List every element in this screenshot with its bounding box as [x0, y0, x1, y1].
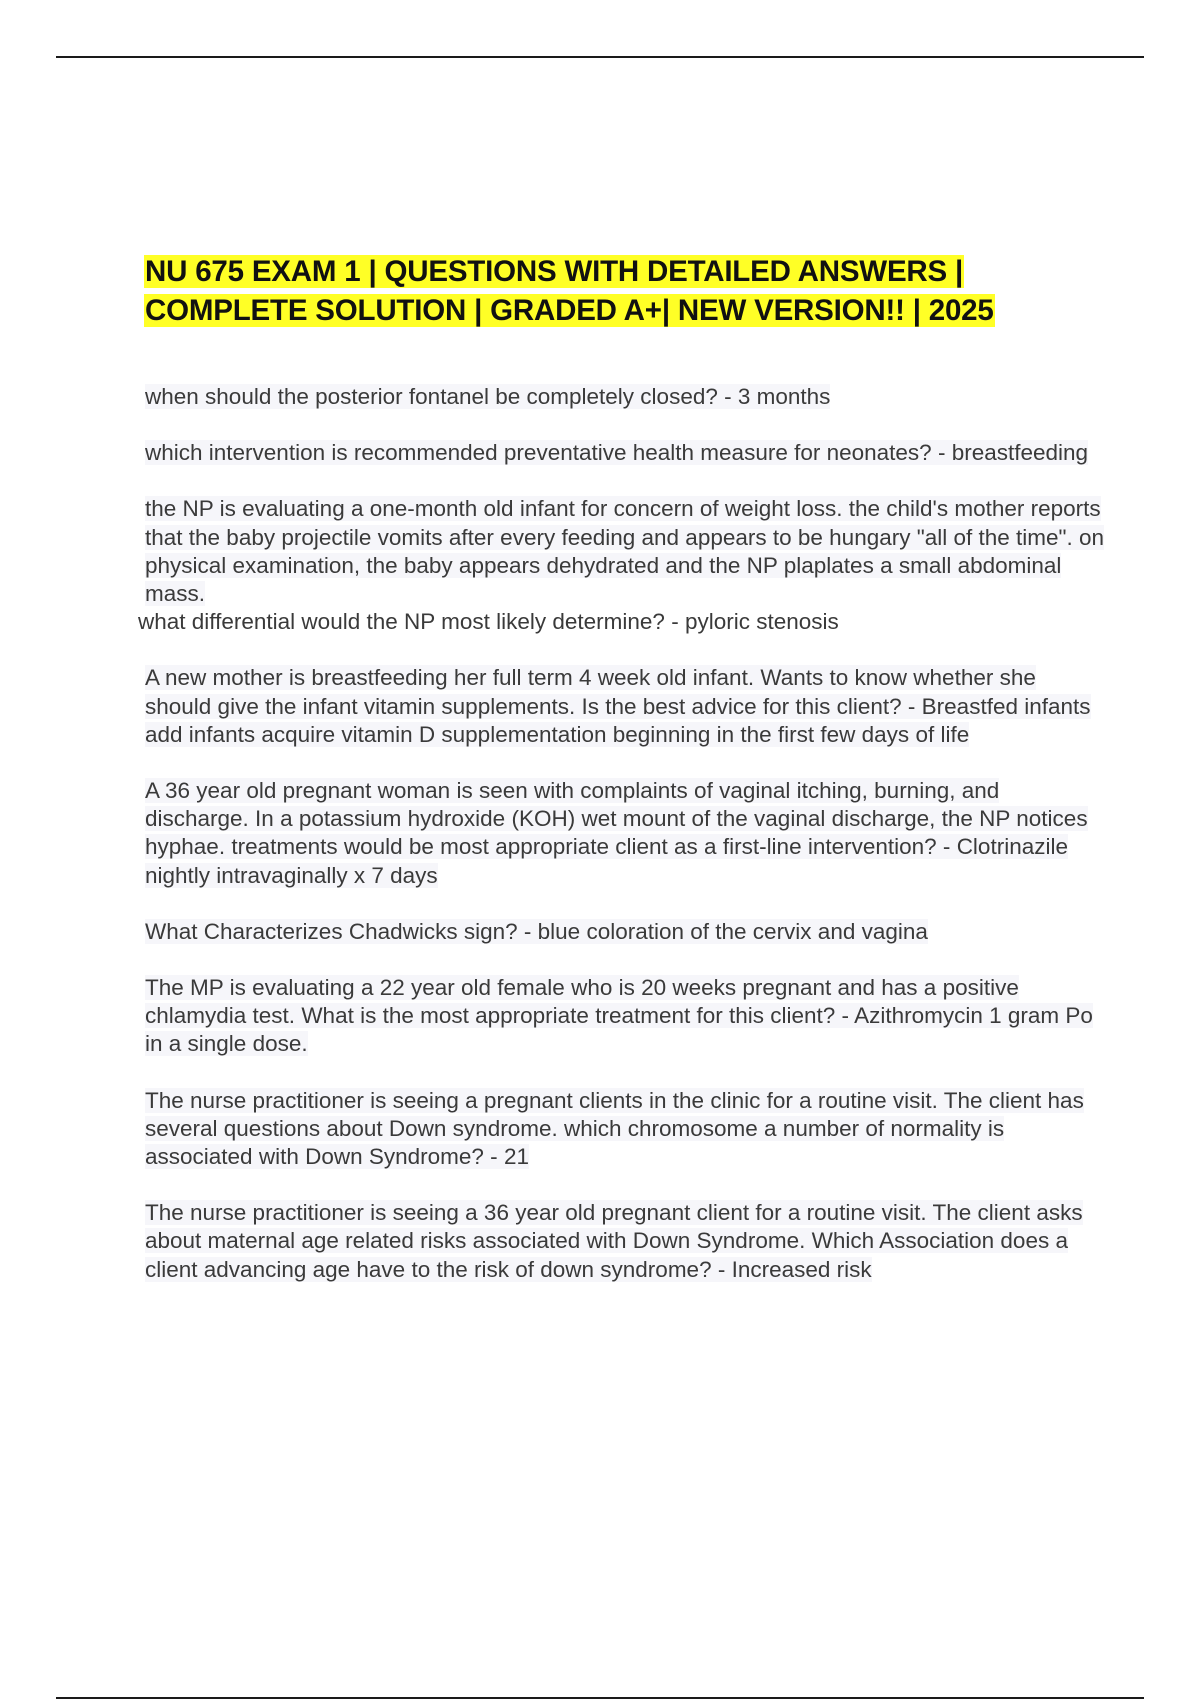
qa-item: [145, 1199, 1105, 1284]
question-text: What Characterizes Chadwicks sign? -: [145, 918, 532, 944]
question-text: The nurse practitioner is seeing a 36 year old pregnant client for a routine visit. The client asks about maternal age related risks associated with Down Syndrome. Which Association does a client advancing age have to the risk of down syndrome? -: [145, 1200, 1083, 1282]
qa-item: [145, 664, 1105, 749]
qa-item: [138, 495, 1105, 636]
question-text: which intervention is recommended preventative health measure for neonates? -: [145, 440, 946, 466]
qa-item: [145, 918, 1105, 946]
qa-item: [145, 439, 1105, 467]
header-rule: [56, 56, 1144, 58]
answer-text: Clotrinazile nightly intravaginally x 7 days: [145, 834, 1068, 888]
question-continuation: what differential would the NP most likely determine? - pyloric stenosis: [138, 609, 839, 635]
qa-item: [145, 1087, 1105, 1172]
answer-text: 3 months: [737, 384, 831, 409]
question-text: when should the posterior fontanel be completely closed? -: [145, 384, 732, 409]
qa-list: [138, 383, 1105, 1312]
question-text: The nurse practitioner is seeing a pregnant clients in the clinic for a routine visit. The client has several questions about Down syndrome. which chromosome a number of normality is associated with Down Syndrome? -: [145, 1087, 1084, 1170]
question-text: The MP is evaluating a 22 year old female who is 20 weeks pregnant and has a positive chlamydia test. What is the most appropriate treatment for this client? -: [145, 975, 1019, 1029]
qa-item: [145, 974, 1105, 1059]
footer-rule: [56, 1697, 1144, 1699]
question-text: A 36 year old pregnant woman is seen with complaints of vaginal itching, burning, and discharge. In a potassium hydroxide (KOH) wet mount of the vaginal discharge, the NP notices hyphae. treatments would be most appropriate client as a first-line intervention? -: [145, 778, 1088, 860]
question-text: the NP is evaluating a one-month old infant for concern of weight loss. the child's mother reports that the baby projectile vomits after every feeding and appears to be hungary "all of the time". on physical examination, the baby appears dehydrated and the NP plaplates a small abdominal mass.: [145, 496, 1105, 607]
answer-text: blue coloration of the cervix and vagina: [537, 918, 928, 944]
title-line-1: NU 675 EXAM 1 | QUESTIONS WITH DETAILED ANSWERS |: [145, 255, 964, 288]
answer-text: 21: [503, 1144, 529, 1170]
qa-item: [145, 383, 1105, 411]
answer-text: Breastfed infants add infants acquire vitamin D supplementation beginning in the first few days of life: [145, 693, 1091, 747]
qa-item: [145, 777, 1105, 890]
answer-text: Increased risk: [731, 1256, 872, 1282]
document-title: [144, 252, 1104, 330]
answer-text: breastfeeding: [951, 440, 1089, 466]
title-line-2: COMPLETE SOLUTION | GRADED A+| NEW VERSION!! | 2025: [145, 294, 994, 327]
question-text: A new mother is breastfeeding her full term 4 week old infant. Wants to know whether she should give the infant vitamin supplements. Is the best advice for this client? -: [145, 665, 1036, 719]
answer-text: Azithromycin 1 gram Po in a single dose.: [145, 1003, 1093, 1057]
answer-text: pyloric stenosis: [684, 609, 839, 635]
